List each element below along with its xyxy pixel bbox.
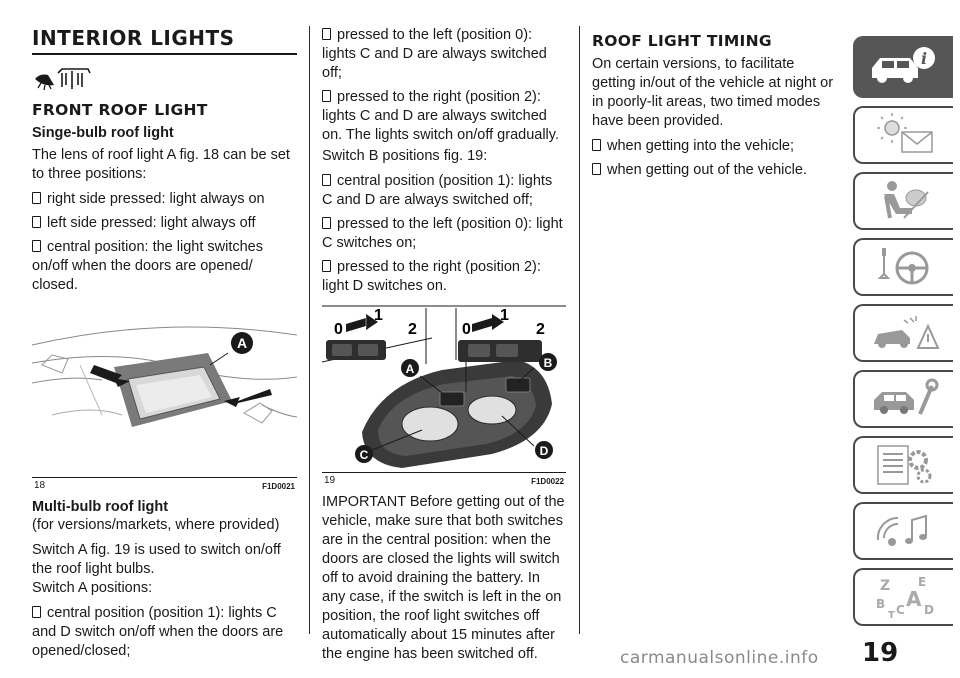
- paragraph: Switch B positions fig. 19:: [322, 148, 488, 164]
- section-heading-front-roof-light: FRONT ROOF LIGHT: [32, 101, 208, 119]
- checkbox-bullet-icon: [322, 174, 331, 186]
- alphabet-index-icon: [866, 574, 942, 620]
- roof-lamp-icon: [32, 63, 92, 93]
- tab-emergency[interactable]: [853, 304, 953, 362]
- position-label-0: 0: [462, 321, 471, 338]
- position-label-2: 2: [536, 321, 545, 338]
- figure-code: F1D0022: [531, 477, 564, 486]
- subheading-multi-bulb: Multi-bulb roof light: [32, 499, 169, 515]
- svg-text:A: A: [906, 587, 922, 611]
- checkbox-bullet-icon: [322, 28, 331, 40]
- list-item: pressed to the right (position 2): lights C and D are always switched on. The lights switch on/off gradually.: [322, 89, 559, 143]
- figure-number: 18: [34, 480, 46, 491]
- checkbox-bullet-icon: [32, 606, 41, 618]
- warning-accident-icon: [866, 310, 942, 356]
- subheading-note: (for versions/markets, where provided): [32, 517, 280, 533]
- car-info-icon: [866, 44, 942, 90]
- figure-label-a: A: [236, 335, 248, 351]
- tab-dashboard[interactable]: [853, 106, 953, 164]
- figure-label-a: A: [405, 362, 415, 376]
- checkbox-bullet-icon: [32, 192, 41, 204]
- important-note: IMPORTANT Before getting out of the vehicle, make sure that both switches are in the central position: when the doors are closed the lights will switch off to avoid draining the battery. In any case, if the switch is left in the on position, the roof light switches off automatically about 15 minutes after the engine has been switched off.: [322, 494, 565, 662]
- paragraph: Switch A fig. 19 is used to switch on/off the roof light bulbs.: [32, 542, 281, 577]
- list-item: central position: the light switches on/off when the doors are opened/ closed.: [32, 239, 263, 293]
- chapter-tabs: [853, 36, 953, 634]
- page-title: INTERIOR LIGHTS: [32, 26, 297, 55]
- svg-text:C: C: [896, 603, 905, 617]
- list-item: pressed to the right (position 2): light D switches on.: [322, 259, 541, 294]
- checkbox-bullet-icon: [592, 163, 601, 175]
- column-divider-2: [579, 26, 580, 634]
- position-label-2: 2: [408, 321, 417, 338]
- watermark: carmanualsonline.info: [620, 648, 819, 668]
- tab-starting-driving[interactable]: [853, 238, 953, 296]
- position-label-0: 0: [334, 321, 343, 338]
- checkbox-bullet-icon: [322, 90, 331, 102]
- figure-18: [32, 305, 297, 491]
- tab-technical-data[interactable]: [853, 436, 953, 494]
- steering-wheel-icon: [866, 244, 942, 290]
- figure-label-b: B: [543, 356, 553, 370]
- list-item: when getting into the vehicle;: [592, 137, 837, 156]
- page-number: 19: [862, 638, 899, 668]
- column-2: [322, 26, 566, 670]
- paragraph: The lens of roof light A fig. 18 can be set to three positions:: [32, 147, 290, 182]
- car-wrench-icon: [866, 376, 942, 422]
- airbag-seat-icon: [866, 178, 942, 224]
- roof-light-illustration: [32, 305, 297, 477]
- list-item: pressed to the left (position 0): lights C and D are always switched off;: [322, 27, 547, 81]
- tab-safety[interactable]: [853, 172, 953, 230]
- tab-vehicle-info[interactable]: [853, 36, 953, 98]
- column-divider-1: [309, 26, 310, 634]
- position-label-1: 1: [500, 307, 509, 324]
- svg-text:i: i: [920, 49, 928, 68]
- paragraph: Switch A positions:: [32, 580, 153, 596]
- figure-label-d: D: [539, 444, 549, 458]
- checkbox-bullet-icon: [32, 216, 41, 228]
- checkbox-bullet-icon: [322, 217, 331, 229]
- tab-maintenance[interactable]: [853, 370, 953, 428]
- list-item: right side pressed: light always on: [32, 190, 297, 209]
- column-3: [592, 26, 837, 185]
- svg-text:B: B: [876, 597, 886, 611]
- checkbox-bullet-icon: [322, 260, 331, 272]
- position-label-1: 1: [374, 307, 383, 324]
- multi-bulb-roof-light-illustration: [322, 304, 566, 472]
- checkbox-bullet-icon: [592, 139, 601, 151]
- svg-text:E: E: [918, 575, 927, 589]
- dashboard-lights-icon: [866, 112, 942, 158]
- column-1: [32, 26, 297, 666]
- figure-code: F1D0021: [262, 482, 295, 491]
- list-item: central position (position 1): lights C and D are always switched off;: [322, 173, 553, 208]
- list-item: when getting out of the vehicle.: [592, 161, 837, 180]
- figure-number: 19: [324, 475, 336, 486]
- section-heading-roof-light-timing: ROOF LIGHT TIMING: [592, 32, 772, 50]
- subheading-single-bulb: Singe-bulb roof light: [32, 125, 174, 141]
- tab-index[interactable]: [853, 568, 953, 626]
- media-note-icon: [866, 508, 942, 554]
- list-item: left side pressed: light always off: [32, 214, 297, 233]
- tab-multimedia[interactable]: [853, 502, 953, 560]
- list-item: central position (position 1): lights C and D switch on/off when the doors are opened/closed;: [32, 605, 284, 659]
- paragraph: On certain versions, to facilitate getting in/out of the vehicle at night or in poorly-lit areas, two timed modes have been provided.: [592, 56, 834, 129]
- list-item: pressed to the left (position 0): light C switches on;: [322, 216, 563, 251]
- svg-text:D: D: [924, 603, 934, 617]
- svg-text:Z: Z: [880, 578, 891, 594]
- figure-label-c: C: [359, 448, 369, 462]
- figure-19: [322, 304, 566, 486]
- checkbox-bullet-icon: [32, 240, 41, 252]
- svg-text:T: T: [888, 610, 895, 620]
- settings-list-icon: [866, 442, 942, 488]
